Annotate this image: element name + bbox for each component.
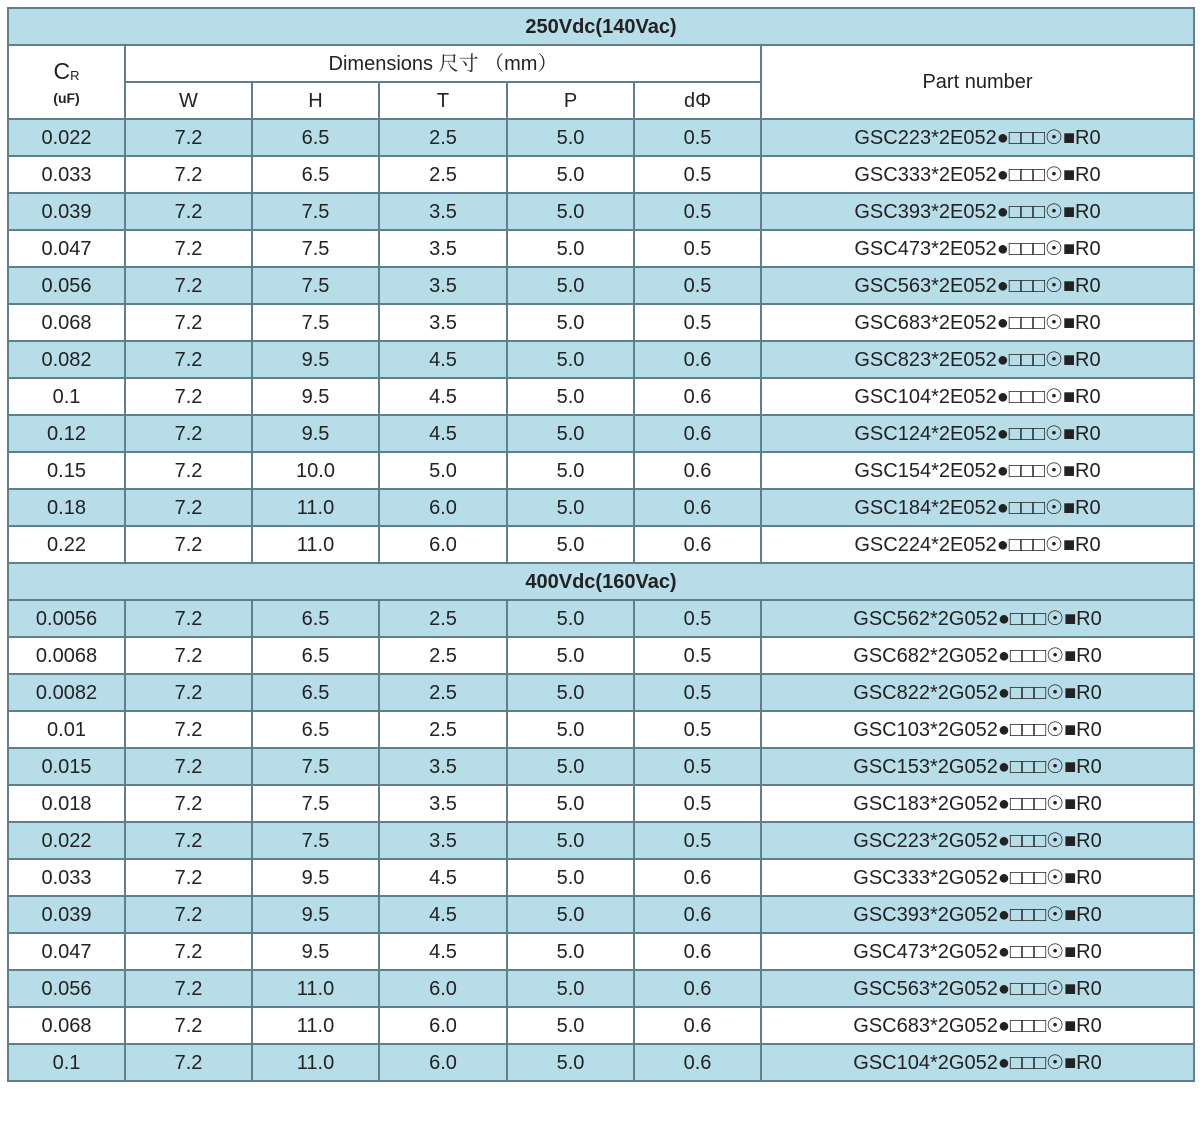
table-row [8, 1007, 1194, 1044]
part-number-cell: GSC822*2G052●□□□☉■R0 [761, 674, 1194, 711]
table-row [8, 933, 1194, 970]
pitch-cell: 5.0 [507, 896, 634, 933]
lead-diameter-cell: 0.5 [634, 637, 761, 674]
height-cell: 9.5 [252, 933, 379, 970]
pitch-cell: 5.0 [507, 1044, 634, 1081]
pitch-cell: 5.0 [507, 193, 634, 230]
height-cell: 7.5 [252, 230, 379, 267]
capacitance-cell: 0.033 [8, 859, 125, 896]
table-row [8, 341, 1194, 378]
height-cell: 9.5 [252, 341, 379, 378]
thickness-cell: 3.5 [379, 822, 507, 859]
thickness-cell: 2.5 [379, 600, 507, 637]
thickness-cell: 3.5 [379, 748, 507, 785]
pitch-cell: 5.0 [507, 267, 634, 304]
width-cell: 7.2 [125, 785, 252, 822]
table-row [8, 526, 1194, 563]
section-title-row [8, 563, 1194, 600]
table-row [8, 267, 1194, 304]
capacitance-symbol-subscript: R [70, 67, 80, 83]
capacitance-cell: 0.18 [8, 489, 125, 526]
capacitance-cell: 0.068 [8, 304, 125, 341]
height-cell: 7.5 [252, 304, 379, 341]
thickness-cell: 4.5 [379, 341, 507, 378]
capacitance-symbol [9, 57, 124, 84]
lead-diameter-cell: 0.6 [634, 452, 761, 489]
thickness-cell: 3.5 [379, 193, 507, 230]
lead-diameter-cell: 0.6 [634, 378, 761, 415]
thickness-cell: 3.5 [379, 785, 507, 822]
width-cell: 7.2 [125, 637, 252, 674]
table-row [8, 970, 1194, 1007]
table-row [8, 1044, 1194, 1081]
header-row-primary [8, 45, 1194, 82]
table-row [8, 822, 1194, 859]
capacitance-cell: 0.039 [8, 193, 125, 230]
height-cell: 9.5 [252, 378, 379, 415]
column-header-h: H [252, 82, 379, 119]
height-cell: 11.0 [252, 526, 379, 563]
thickness-cell: 2.5 [379, 711, 507, 748]
lead-diameter-cell: 0.5 [634, 230, 761, 267]
part-number-cell: GSC154*2E052●□□□☉■R0 [761, 452, 1194, 489]
capacitance-cell: 0.022 [8, 822, 125, 859]
lead-diameter-cell: 0.5 [634, 674, 761, 711]
table-row [8, 415, 1194, 452]
part-number-cell: GSC224*2E052●□□□☉■R0 [761, 526, 1194, 563]
height-cell: 11.0 [252, 1044, 379, 1081]
width-cell: 7.2 [125, 119, 252, 156]
thickness-cell: 2.5 [379, 119, 507, 156]
table-row [8, 859, 1194, 896]
pitch-cell: 5.0 [507, 341, 634, 378]
lead-diameter-cell: 0.6 [634, 526, 761, 563]
thickness-cell: 3.5 [379, 267, 507, 304]
column-header-p: P [507, 82, 634, 119]
part-number-cell: GSC103*2G052●□□□☉■R0 [761, 711, 1194, 748]
lead-diameter-cell: 0.6 [634, 341, 761, 378]
pitch-cell: 5.0 [507, 785, 634, 822]
lead-diameter-cell: 0.5 [634, 711, 761, 748]
pitch-cell: 5.0 [507, 119, 634, 156]
pitch-cell: 5.0 [507, 378, 634, 415]
thickness-cell: 6.0 [379, 1007, 507, 1044]
thickness-cell: 3.5 [379, 304, 507, 341]
lead-diameter-cell: 0.5 [634, 600, 761, 637]
width-cell: 7.2 [125, 193, 252, 230]
capacitance-cell: 0.022 [8, 119, 125, 156]
capacitance-cell: 0.047 [8, 933, 125, 970]
part-number-cell: GSC104*2G052●□□□☉■R0 [761, 1044, 1194, 1081]
thickness-cell: 5.0 [379, 452, 507, 489]
capacitance-cell: 0.0056 [8, 600, 125, 637]
width-cell: 7.2 [125, 711, 252, 748]
capacitance-cell: 0.015 [8, 748, 125, 785]
lead-diameter-cell: 0.6 [634, 859, 761, 896]
column-header-w: W [125, 82, 252, 119]
height-cell: 7.5 [252, 267, 379, 304]
width-cell: 7.2 [125, 933, 252, 970]
part-number-cell: GSC473*2G052●□□□☉■R0 [761, 933, 1194, 970]
height-cell: 7.5 [252, 822, 379, 859]
height-cell: 11.0 [252, 1007, 379, 1044]
part-number-cell: GSC153*2G052●□□□☉■R0 [761, 748, 1194, 785]
width-cell: 7.2 [125, 304, 252, 341]
part-number-cell: GSC823*2E052●□□□☉■R0 [761, 341, 1194, 378]
capacitance-cell: 0.1 [8, 1044, 125, 1081]
thickness-cell: 2.5 [379, 637, 507, 674]
part-number-cell: GSC473*2E052●□□□☉■R0 [761, 230, 1194, 267]
lead-diameter-cell: 0.5 [634, 119, 761, 156]
pitch-cell: 5.0 [507, 859, 634, 896]
column-header-t: T [379, 82, 507, 119]
width-cell: 7.2 [125, 1044, 252, 1081]
width-cell: 7.2 [125, 859, 252, 896]
height-cell: 6.5 [252, 600, 379, 637]
lead-diameter-cell: 0.6 [634, 489, 761, 526]
pitch-cell: 5.0 [507, 637, 634, 674]
thickness-cell: 6.0 [379, 526, 507, 563]
lead-diameter-cell: 0.5 [634, 785, 761, 822]
width-cell: 7.2 [125, 378, 252, 415]
height-cell: 9.5 [252, 896, 379, 933]
capacitance-cell: 0.0082 [8, 674, 125, 711]
width-cell: 7.2 [125, 156, 252, 193]
height-cell: 6.5 [252, 674, 379, 711]
column-header-lead-diameter: dΦ [634, 82, 761, 119]
height-cell: 6.5 [252, 156, 379, 193]
capacitance-cell: 0.22 [8, 526, 125, 563]
thickness-cell: 6.0 [379, 970, 507, 1007]
part-number-cell: GSC223*2E052●□□□☉■R0 [761, 119, 1194, 156]
thickness-cell: 4.5 [379, 933, 507, 970]
capacitance-unit: (uF) [53, 89, 80, 106]
table-row [8, 896, 1194, 933]
thickness-cell: 6.0 [379, 489, 507, 526]
pitch-cell: 5.0 [507, 970, 634, 1007]
height-cell: 6.5 [252, 119, 379, 156]
height-cell: 9.5 [252, 415, 379, 452]
section-title: 400Vdc(160Vac) [8, 563, 1194, 600]
thickness-cell: 3.5 [379, 230, 507, 267]
table-row [8, 378, 1194, 415]
capacitance-cell: 0.01 [8, 711, 125, 748]
pitch-cell: 5.0 [507, 822, 634, 859]
lead-diameter-cell: 0.6 [634, 1044, 761, 1081]
thickness-cell: 2.5 [379, 156, 507, 193]
table-row [8, 785, 1194, 822]
height-cell: 7.5 [252, 193, 379, 230]
height-cell: 11.0 [252, 970, 379, 1007]
height-cell: 9.5 [252, 859, 379, 896]
pitch-cell: 5.0 [507, 711, 634, 748]
section-title-row [8, 8, 1194, 45]
table-row [8, 156, 1194, 193]
width-cell: 7.2 [125, 267, 252, 304]
part-number-cell: GSC333*2G052●□□□☉■R0 [761, 859, 1194, 896]
pitch-cell: 5.0 [507, 415, 634, 452]
thickness-cell: 6.0 [379, 1044, 507, 1081]
lead-diameter-cell: 0.5 [634, 267, 761, 304]
part-number-cell: GSC183*2G052●□□□☉■R0 [761, 785, 1194, 822]
capacitance-cell: 0.056 [8, 970, 125, 1007]
table-row [8, 600, 1194, 637]
width-cell: 7.2 [125, 896, 252, 933]
capacitance-cell: 0.033 [8, 156, 125, 193]
width-cell: 7.2 [125, 674, 252, 711]
part-number-cell: GSC683*2E052●□□□☉■R0 [761, 304, 1194, 341]
capacitance-cell: 0.0068 [8, 637, 125, 674]
width-cell: 7.2 [125, 822, 252, 859]
part-number-cell: GSC563*2G052●□□□☉■R0 [761, 970, 1194, 1007]
table-row [8, 119, 1194, 156]
capacitance-header [8, 45, 125, 119]
capacitance-cell: 0.15 [8, 452, 125, 489]
width-cell: 7.2 [125, 415, 252, 452]
table-row [8, 637, 1194, 674]
part-number-cell: GSC223*2G052●□□□☉■R0 [761, 822, 1194, 859]
table-row [8, 230, 1194, 267]
height-cell: 11.0 [252, 489, 379, 526]
capacitance-cell: 0.039 [8, 896, 125, 933]
height-cell: 6.5 [252, 711, 379, 748]
table-row [8, 452, 1194, 489]
pitch-cell: 5.0 [507, 933, 634, 970]
pitch-cell: 5.0 [507, 674, 634, 711]
thickness-cell: 4.5 [379, 415, 507, 452]
capacitance-cell: 0.068 [8, 1007, 125, 1044]
table-row [8, 748, 1194, 785]
part-number-cell: GSC124*2E052●□□□☉■R0 [761, 415, 1194, 452]
table-row [8, 489, 1194, 526]
lead-diameter-cell: 0.5 [634, 156, 761, 193]
part-number-header: Part number [761, 45, 1194, 119]
thickness-cell: 4.5 [379, 378, 507, 415]
capacitance-cell: 0.082 [8, 341, 125, 378]
pitch-cell: 5.0 [507, 304, 634, 341]
capacitance-cell: 0.018 [8, 785, 125, 822]
table-row [8, 711, 1194, 748]
width-cell: 7.2 [125, 970, 252, 1007]
lead-diameter-cell: 0.5 [634, 193, 761, 230]
height-cell: 7.5 [252, 785, 379, 822]
part-number-cell: GSC333*2E052●□□□☉■R0 [761, 156, 1194, 193]
capacitance-cell: 0.1 [8, 378, 125, 415]
table-row [8, 674, 1194, 711]
lead-diameter-cell: 0.6 [634, 896, 761, 933]
section-title: 250Vdc(140Vac) [8, 8, 1194, 45]
capacitance-symbol-letter: C [53, 57, 71, 84]
lead-diameter-cell: 0.6 [634, 970, 761, 1007]
part-number-cell: GSC184*2E052●□□□☉■R0 [761, 489, 1194, 526]
part-number-cell: GSC563*2E052●□□□☉■R0 [761, 267, 1194, 304]
width-cell: 7.2 [125, 748, 252, 785]
width-cell: 7.2 [125, 489, 252, 526]
height-cell: 6.5 [252, 637, 379, 674]
pitch-cell: 5.0 [507, 526, 634, 563]
capacitance-cell: 0.12 [8, 415, 125, 452]
lead-diameter-cell: 0.5 [634, 748, 761, 785]
lead-diameter-cell: 0.6 [634, 933, 761, 970]
width-cell: 7.2 [125, 526, 252, 563]
width-cell: 7.2 [125, 600, 252, 637]
pitch-cell: 5.0 [507, 1007, 634, 1044]
part-number-cell: GSC562*2G052●□□□☉■R0 [761, 600, 1194, 637]
part-number-cell: GSC393*2G052●□□□☉■R0 [761, 896, 1194, 933]
thickness-cell: 2.5 [379, 674, 507, 711]
pitch-cell: 5.0 [507, 230, 634, 267]
thickness-cell: 4.5 [379, 896, 507, 933]
capacitance-cell: 0.056 [8, 267, 125, 304]
pitch-cell: 5.0 [507, 748, 634, 785]
pitch-cell: 5.0 [507, 489, 634, 526]
part-number-cell: GSC682*2G052●□□□☉■R0 [761, 637, 1194, 674]
part-number-cell: GSC393*2E052●□□□☉■R0 [761, 193, 1194, 230]
width-cell: 7.2 [125, 341, 252, 378]
width-cell: 7.2 [125, 230, 252, 267]
capacitance-cell: 0.047 [8, 230, 125, 267]
lead-diameter-cell: 0.6 [634, 415, 761, 452]
lead-diameter-cell: 0.6 [634, 1007, 761, 1044]
width-cell: 7.2 [125, 1007, 252, 1044]
part-number-cell: GSC683*2G052●□□□☉■R0 [761, 1007, 1194, 1044]
table-row [8, 193, 1194, 230]
thickness-cell: 4.5 [379, 859, 507, 896]
pitch-cell: 5.0 [507, 600, 634, 637]
width-cell: 7.2 [125, 452, 252, 489]
part-number-cell: GSC104*2E052●□□□☉■R0 [761, 378, 1194, 415]
height-cell: 7.5 [252, 748, 379, 785]
lead-diameter-cell: 0.5 [634, 822, 761, 859]
pitch-cell: 5.0 [507, 156, 634, 193]
capacitor-spec-table [7, 7, 1195, 1082]
table-row [8, 304, 1194, 341]
dimensions-header: Dimensions 尺寸 （mm） [125, 45, 761, 82]
lead-diameter-cell: 0.5 [634, 304, 761, 341]
height-cell: 10.0 [252, 452, 379, 489]
pitch-cell: 5.0 [507, 452, 634, 489]
